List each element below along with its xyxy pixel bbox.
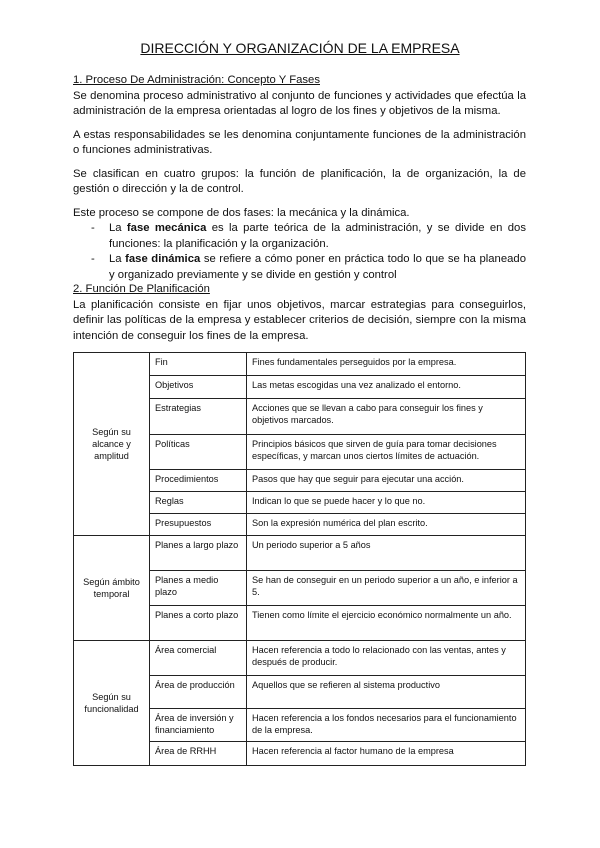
description-cell: Son la expresión numérica del plan escrito. <box>247 514 526 536</box>
paragraph: Se clasifican en cuatro grupos: la función de planificación, la de organización, la de gestión o dirección y la de control. <box>73 167 526 195</box>
description-cell: Hacen referencia a los fondos necesarios para el funcionamiento de la empresa. <box>247 709 526 742</box>
paragraph: La planificación consiste en fijar unos objetivos, marcar estrategias para conseguirlos, definir las políticas de la empresa y establecer criterios de decisión, siempre con la misma intención de conseguir los fines de la empresa. <box>73 298 526 342</box>
section-2 <box>73 282 526 344</box>
phase-list <box>73 221 526 283</box>
table-row <box>74 536 526 571</box>
group-cell: Según su alcance y amplitud <box>74 353 150 536</box>
concept-cell: Planes a largo plazo <box>150 536 247 571</box>
description-cell: Tienen como límite el ejercicio económico normalmente un año. <box>247 606 526 641</box>
description-cell: Un periodo superior a 5 años <box>247 536 526 571</box>
table-row <box>74 353 526 376</box>
description-cell: Se han de conseguir en un periodo superior a un año, e inferior a 5. <box>247 571 526 606</box>
concept-cell: Área comercial <box>150 641 247 676</box>
concept-cell: Área de RRHH <box>150 742 247 766</box>
concept-cell: Planes a corto plazo <box>150 606 247 641</box>
paragraph: Se denomina proceso administrativo al conjunto de funciones y actividades que efectúa la administración de la empresa orientadas al logro de los fines y objetivos de la misma. <box>73 89 526 117</box>
group-cell: Según su funcionalidad <box>74 641 150 766</box>
table-row <box>74 641 526 676</box>
section-heading: 2. Función De Planificación <box>73 283 210 295</box>
concept-cell: Políticas <box>150 435 247 470</box>
list-item: - La fase dinámica se refiere a cómo poner en práctica todo lo que se ha planeado y organizado previamente y se divide en gestión y control <box>73 252 526 283</box>
concept-cell: Presupuestos <box>150 514 247 536</box>
concept-cell: Fin <box>150 353 247 376</box>
paragraph: A estas responsabilidades se les denomina conjuntamente funciones de la administración o funciones administrativas. <box>73 128 526 156</box>
concept-cell: Reglas <box>150 492 247 514</box>
group-cell: Según ámbito temporal <box>74 536 150 641</box>
page-title: DIRECCIÓN Y ORGANIZACIÓN DE LA EMPRESA <box>140 40 460 56</box>
section-heading: 1. Proceso De Administración: Concepto Y Fases <box>73 74 320 86</box>
description-cell: Las metas escogidas una vez analizado el entorno. <box>247 376 526 399</box>
description-cell: Pasos que hay que seguir para ejecutar una acción. <box>247 470 526 492</box>
paragraph: Este proceso se compone de dos fases: la mecánica y la dinámica. <box>73 206 410 219</box>
planning-table <box>73 352 526 766</box>
description-cell: Fines fundamentales perseguidos por la empresa. <box>247 353 526 376</box>
description-cell: Principios básicos que sirven de guía para tomar decisiones específicas, y marcan unos ciertos límites de actuación. <box>247 435 526 470</box>
description-cell: Hacen referencia al factor humano de la empresa <box>247 742 526 766</box>
concept-cell: Estrategias <box>150 399 247 435</box>
description-cell: Hacen referencia a todo lo relacionado con las ventas, antes y después de producir. <box>247 641 526 676</box>
concept-cell: Área de producción <box>150 676 247 709</box>
description-cell: Acciones que se llevan a cabo para conseguir los fines y objetivos marcados. <box>247 399 526 435</box>
concept-cell: Procedimientos <box>150 470 247 492</box>
description-cell: Aquellos que se refieren al sistema productivo <box>247 676 526 709</box>
description-cell: Indican lo que se puede hacer y lo que no. <box>247 492 526 514</box>
list-item: - La fase mecánica es la parte teórica de la administración, y se divide en dos funciones: la planificación y la organización. <box>73 221 526 252</box>
section-1 <box>73 73 526 283</box>
concept-cell: Objetivos <box>150 376 247 399</box>
concept-cell: Planes a medio plazo <box>150 571 247 606</box>
concept-cell: Área de inversión y financiamiento <box>150 709 247 742</box>
